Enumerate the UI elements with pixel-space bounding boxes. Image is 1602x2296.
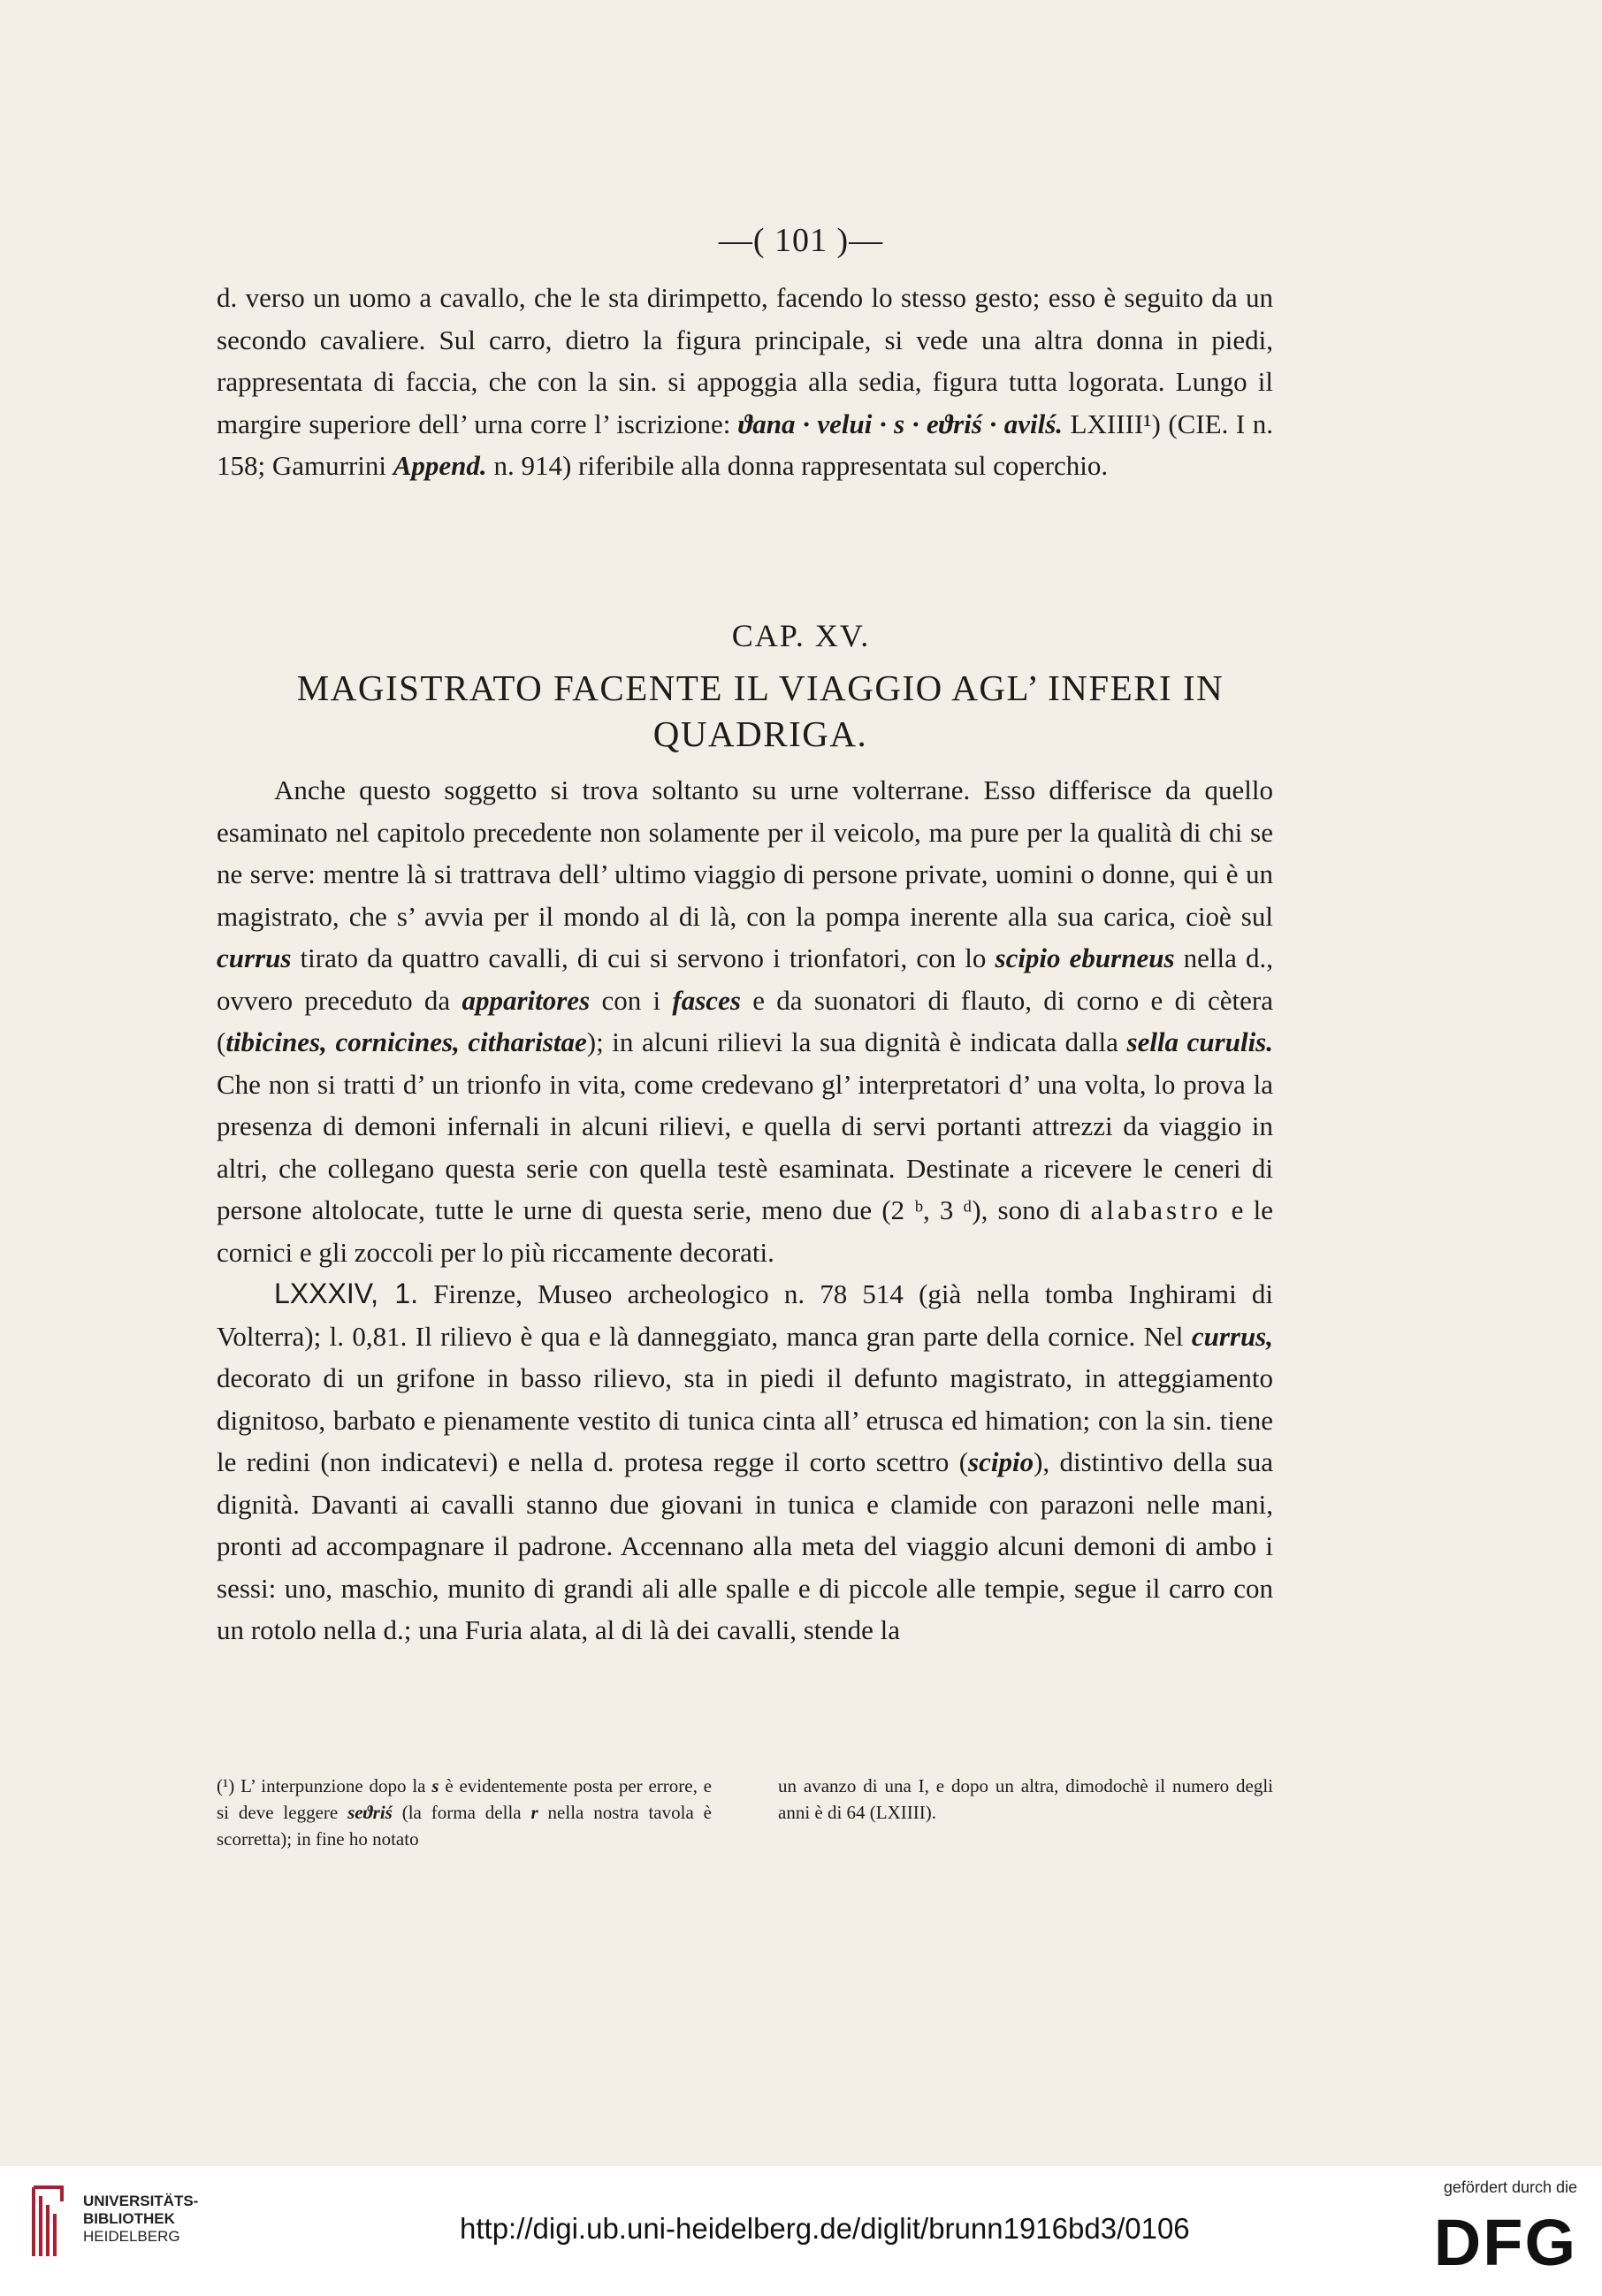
footnote-column-right — [778, 1773, 1273, 1852]
italic-run: seϑriś — [347, 1802, 393, 1823]
text-run: con i — [590, 984, 673, 1016]
text-run: Firenze, Museo archeologico n. 78 514 (già nella tomba Inghirami di Volterra); l. 0,81. Il rilievo è qua e là danneggiato, manca gran parte della cornice. Nel — [217, 1278, 1274, 1352]
text-run: e le cornici e gli zoccoli per lo più riccamente decorati. — [217, 1194, 1273, 1268]
footnote-right-text — [778, 1773, 1273, 1826]
text-run: Anche questo soggetto si trova soltanto su urne volterrane. Esso differisce da quello esaminato nel capitolo precedente non solamente per il veicolo, ma pure per la qualità di chi se ne serve: mentre là si trattrava dell’ ultimo viaggio di persone private, uomini o donne, qui è un magistrato, che s’ avvia per il mondo al di là, con la pompa inerente alla sua carica, cioè sul — [217, 774, 1273, 932]
italic-run: currus, — [1191, 1320, 1273, 1352]
italic-run: tibicines, cornicines, citharistae — [225, 1026, 587, 1057]
italic-run: ϑana · velui · s · eϑriś · avilś. — [737, 408, 1064, 439]
text-run: nella nostra tavola è scorretta); in fine ho notato — [217, 1802, 712, 1850]
digitization-footer — [0, 2166, 1602, 2296]
main-paragraph — [217, 769, 1273, 1273]
text-run: (¹) L’ interpunzione dopo la — [217, 1775, 432, 1796]
italic-run: scipio eburneus — [995, 942, 1175, 973]
chapter-title-line1: MAGISTRATO FACENTE IL VIAGGIO AGL’ INFERI IN — [296, 667, 1224, 708]
funding-label: gefördert durch die — [1443, 2178, 1577, 2196]
italic-run: fasces — [672, 984, 741, 1016]
text-run: n. 914) riferibile alla donna rappresentata sul coperchio. — [486, 450, 1109, 481]
italic-run: sella curulis. — [1126, 1026, 1273, 1057]
entry-paragraph — [217, 1273, 1273, 1651]
footnote-left-text — [217, 1773, 712, 1852]
italic-run: apparitores — [462, 984, 591, 1016]
library-name-line3: HEIDELBERG — [83, 2228, 180, 2245]
italic-run: r — [530, 1802, 538, 1823]
library-name-line2: BIBLIOTHEK — [83, 2210, 175, 2227]
dfg-logo[interactable]: DFG — [1433, 2206, 1577, 2279]
text-run: d. verso un uomo a cavallo, che le sta dirimpetto, facendo lo stesso gesto; esso è seguito da un secondo cavaliere. Sul carro, dietro la figura principale, si vede una altra donna in piedi, rappresentata di faccia, che con la sin. si appoggia alla sedia, figura tutta logorata. Lungo il margire superiore dell’ urna corre l’ iscrizione: — [217, 282, 1273, 439]
text-run: LXIIII¹) (CIE. I n. 158; Gamurrini — [217, 408, 1273, 481]
text-run: è evidentemente posta per errore, e si deve leggere — [217, 1775, 712, 1823]
text-run: ); in alcuni rilievi la sua dignità è indicata dalla — [586, 1026, 1127, 1057]
entry-paragraph-text — [217, 1278, 1273, 1645]
intro-paragraph — [217, 277, 1273, 487]
text-run: (la forma della — [392, 1802, 531, 1823]
chapter-title — [248, 665, 1273, 757]
text-run: nella d., ovvero preceduto da — [217, 942, 1274, 1016]
text-run: decorato di un grifone in basso rilievo, sta in piedi il defunto magistrato, in atteggiamento dignitoso, barbato e pienamente vestito di tunica cinta all’ etrusca ed himation; con la sin. tiene le redini (non indicatevi) e nella d. protesa regge il corto scettro ( — [217, 1362, 1273, 1477]
italic-run: s — [431, 1775, 439, 1796]
italic-run: Append. — [393, 450, 487, 481]
chapter-title-line2: QUADRIGA. — [652, 713, 868, 754]
library-logo-text[interactable] — [83, 2193, 198, 2246]
italic-run: currus — [217, 942, 292, 973]
footnotes — [217, 1773, 1273, 1852]
italic-run: scipio — [968, 1446, 1034, 1477]
main-body — [217, 769, 1273, 1651]
text-run: un avanzo di una I, e dopo un altra, dimodochè il numero degli anni è di 64 (LXIIII). — [778, 1775, 1273, 1823]
text-run: tirato da quattro cavalli, di cui si servono i trionfatori, con lo — [291, 942, 996, 973]
page-number: —( 101 )— — [718, 222, 884, 259]
text-run: Che non si tratti d’ un trionfo in vita, come credevano gl’ interpretatori d’ una volta, lo prova la presenza di demoni infernali in alcuni rilievi, e quella di servi portanti attrezzi da viaggio in altri, che collegano questa serie con quella testè esaminata. Destinate a ricevere le ceneri di persone altolocate, tutte le urne di questa serie, meno due (2 ᵇ, 3 ᵈ), sono di — [217, 1068, 1273, 1225]
library-name-line1: UNIVERSITÄTS- — [83, 2193, 199, 2209]
entry-label: LXXXIV, 1. — [274, 1278, 419, 1309]
intro-paragraph-text — [217, 277, 1273, 487]
library-logo-icon[interactable] — [28, 2184, 67, 2260]
text-run: ), distintivo della sua dignità. Davanti ai cavalli stanno due giovani in tunica e clamide con parazoni nelle mani, pronti ad accompagnare il padrone. Accennano alla meta del viaggio alcuni demoni di ambo i sessi: uno, maschio, munito di grandi ali alle spalle e di piccole alle tempie, segue il carro con un rotolo nella d.; una Furia alata, al di là dei cavalli, stende la — [217, 1446, 1273, 1645]
text-run: e da suonatori di flauto, di corno e di cètera ( — [217, 984, 1273, 1057]
footnote-column-left — [217, 1773, 712, 1852]
permalink-url[interactable]: http://digi.ub.uni-heidelberg.de/diglit/brunn1916bd3/0106 — [460, 2212, 1190, 2245]
spaced-run: alabastro — [1090, 1194, 1222, 1225]
chapter-number: CAP. XV. — [731, 618, 871, 653]
